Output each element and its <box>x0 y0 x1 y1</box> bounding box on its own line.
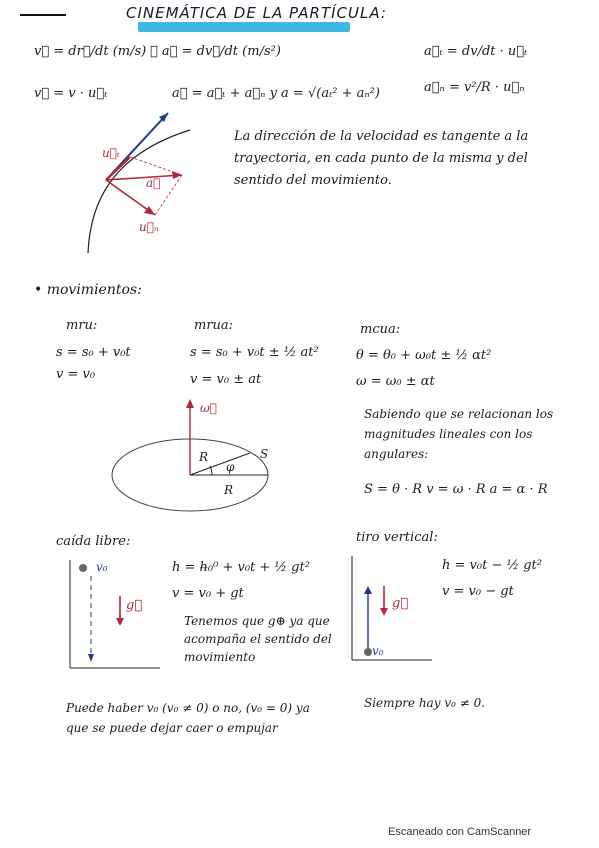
tangent-unit-label: u⃗ₜ <box>102 146 120 160</box>
free-fall-velocity-equation: v = v₀ + gt <box>172 586 244 601</box>
mrua-label: mrua: <box>194 318 234 333</box>
vertical-throw-diagram <box>346 556 436 676</box>
free-fall-label: caída libre: <box>56 534 131 549</box>
vertical-throw-height-equation: h = v₀t − ½ gt² <box>442 558 542 573</box>
vertical-throw-v0-label: v₀ <box>372 644 384 658</box>
omega-vector-label: ω⃗ <box>200 401 217 415</box>
mcua-label: mcua: <box>360 322 401 337</box>
acceleration-vector-label: a⃗ <box>146 176 161 190</box>
title-highlight <box>138 22 350 32</box>
mcua-angle-equation: θ = θ₀ + ω₀t ± ½ αt² <box>356 348 492 363</box>
movements-heading: • movimientos: <box>34 282 142 298</box>
free-fall-v0-label: v₀ <box>96 560 108 574</box>
circular-motion-diagram <box>110 395 280 520</box>
phi-angle-label: φ <box>226 460 235 474</box>
mcua-angular-velocity-equation: ω = ω₀ ± αt <box>356 374 435 389</box>
mrua-position-equation: s = s₀ + v₀t ± ½ at² <box>190 345 319 360</box>
acceleration-definition: ➝ a⃗ = dv⃗/dt (m/s²) <box>150 44 281 59</box>
mcua-linear-angular-relations: S = θ · R v = ω · R a = α · R <box>364 482 548 497</box>
top-rule <box>20 14 66 16</box>
scanner-watermark: Escaneado con CamScanner <box>388 826 532 838</box>
velocity-unit-vector: v⃗ = v · u⃗ₜ <box>34 86 108 101</box>
free-fall-diagram <box>64 560 164 675</box>
velocity-direction-note: La dirección de la velocidad es tangente a la trayectoria, en cada punto de la misma y del sentido del movimiento. <box>234 129 529 188</box>
tangential-acceleration: a⃗ₜ = dv/dt · u⃗ₜ <box>424 44 528 59</box>
vertical-throw-note: Siempre hay v₀ ≠ 0. <box>364 696 486 710</box>
free-fall-gravity-note: Tenemos que g⊕ ya que acompaña el sentido del movimiento <box>184 614 332 664</box>
page-title: CINEMÁTICA DE LA PARTÍCULA: <box>126 4 387 22</box>
free-fall-g-label: g⃗ <box>126 598 143 613</box>
velocity-definition: v⃗ = dr⃗/dt (m/s) <box>34 44 147 59</box>
mru-position-equation: s = s₀ + v₀t <box>56 345 131 360</box>
free-fall-height-equation: h = h̶₀⁰ + v₀t + ½ gt² <box>172 560 310 575</box>
mru-velocity-equation: v = v₀ <box>56 367 96 382</box>
vertical-throw-velocity-equation: v = v₀ − gt <box>442 584 514 599</box>
acceleration-components: a⃗ = a⃗ₜ + a⃗ₙ y a = √(aₜ² + aₙ²) <box>172 86 380 101</box>
normal-acceleration: a⃗ₙ = v²/R · u⃗ₙ <box>424 80 525 95</box>
vertical-throw-label: tiro vertical: <box>356 530 438 545</box>
mcua-relation-note: Sabiendo que se relacionan los magnitudes lineales con los angulares: <box>364 407 554 461</box>
mrua-velocity-equation: v = v₀ ± at <box>190 372 262 387</box>
arc-s-label: S <box>260 447 269 461</box>
radius-label-upper: R <box>199 450 209 464</box>
mru-label: mru: <box>66 318 98 333</box>
normal-unit-label: u⃗ₙ <box>139 220 159 234</box>
radius-label-lower: R <box>224 483 234 497</box>
free-fall-initial-velocity-note: Puede haber v₀ (v₀ ≠ 0) o no, (v₀ = 0) ya que se puede dejar caer o empujar <box>66 701 310 735</box>
vertical-throw-g-label: g⃗ <box>392 596 409 611</box>
